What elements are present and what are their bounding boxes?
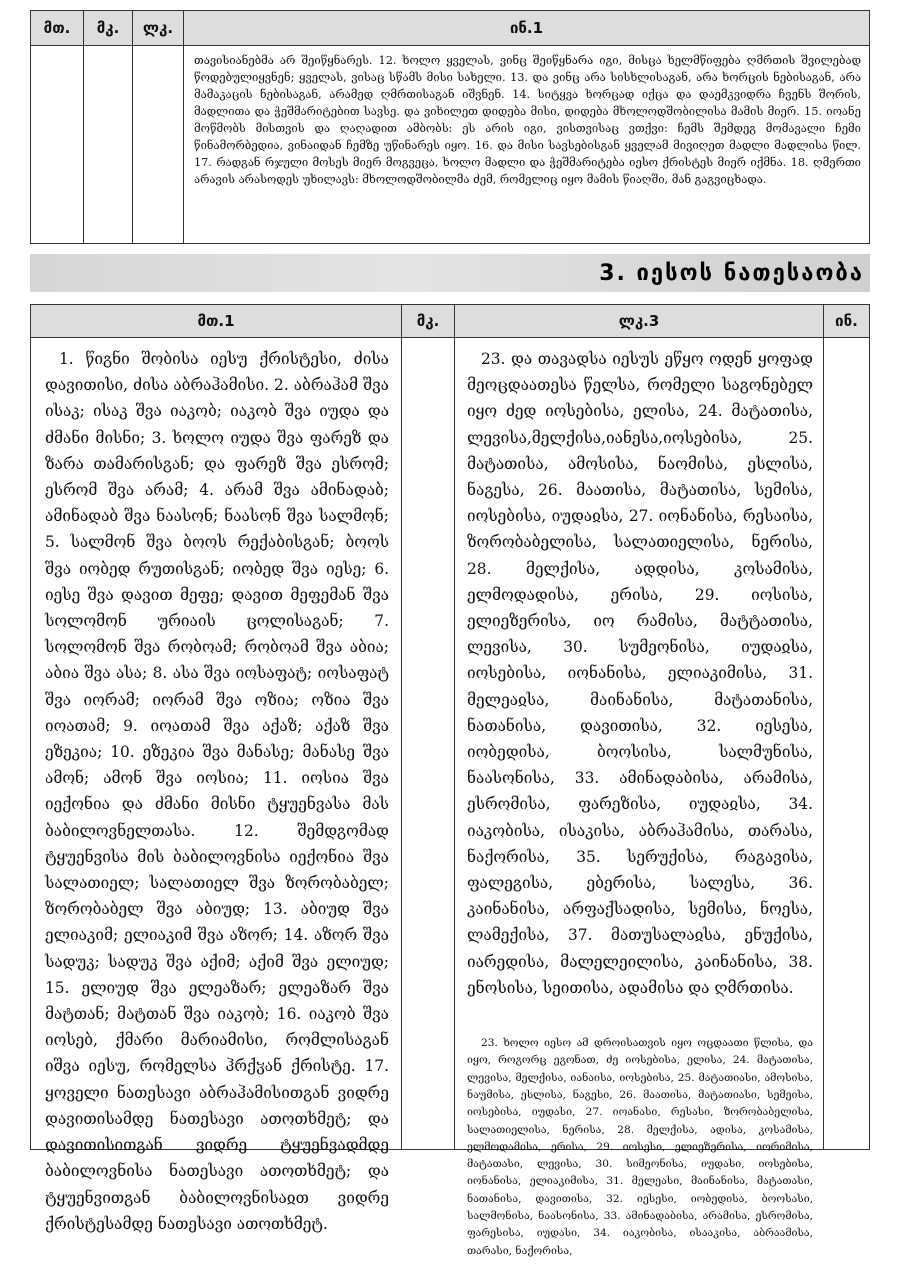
mark-cell-empty [84, 46, 133, 244]
luke-cell-empty [133, 46, 184, 244]
matthew-cell-empty [31, 46, 84, 244]
header-luke-3: ლკ.3 [455, 305, 824, 337]
header-matthew-1: მთ.1 [31, 305, 402, 337]
luke-3-modern-text: 23. ხოლო იესო ამ დროისათვის იყო ოცდაათი წლისა, და იყო, როგორც ეგონათ, ძე იოსებისა, ელისა, 24. მატათისა, ლევისა, მელქისა, იანაისა, იოსებისა, 25. მატათიასი, ამოსისა, ნაუმისა, ესლისა, ნაგესი, 26. მაათისა, მატათიასი, სემეისა, იოსებისა, იუდასი, 27. იოანასი, რესასი, ზორობაბელისა, სალათიელისა, ნერისა, 28. მელქისა, ადისა, კოსამისა, ელმოდამისა, ერისა, 29. იოსესი, ელიეზერისა, იორიმისა, მატათასი, ლევისა, 30. სიმეონისა, იუდასი, იოსებისა, იონანისა, ელიაკიმისა, 31. მელეასი, მაინანისა, მატათასი, ნათანისა, დავითისა, 32. იესესი, იობედისა, ბოოსასი, სალმონისა, ნაასონისა, 33. ამინადაბისა, არამისა, ესრომისა, ფარესისა, იუდასი, 34. იაკობისა, ისააკისა, აბრაამისა, თარასი, ნაქორისა, [467, 1037, 813, 1257]
header-luke: ლკ. [133, 11, 184, 45]
john-cell [184, 46, 869, 244]
genealogy-table [30, 304, 870, 1257]
john-1-text: თავისიანებმა არ შეიწყნარეს. 12. ხოლო ყველას, ვინც შეიწყნარა იგი, მისცა ხელმწიფება ღმრთის შვილებად წოდებულიყვნენ; ყველას, ვისაც სწამს მისი სახელი. 13. და ვინც არა სისხლისაგან, არა ხორცის ნებისაგან, არა მამაკაცის ნებისაგან, არამედ ღმრთისაგან იშვნენ. 14. სიტყვა ხორცად იქცა და დაემკვიდრა ჩვენს შორის, მადლითა და ჭეშმარიტებით სავსე. და ვიხილეთ დიდება მისი, დიდება მხოლოდშობილისა მამის მიერ. 15. იოანე მოწმობს მისთვის და ღაღადით ამბობს: ეს არის იგი, ვისთვისაც ვთქვი: ჩემს შემდეგ მომავალი ჩემი წინამორბედია, ვინაიდან ჩემზე უწინარეს იყო. 16. და მისი სავსებისგან ყველამ მივიღეთ მადლი მადლისა წილ. 17. რადგან რჯული მოსეს მიერ მოგვეცა, ხოლო მადლი და ჭეშმარიტება იესო ქრისტეს მიერ იქმნა. 18. ღმერთი არავის არასოდეს უხილავს: მხოლოდშობილმა ძემ, რომელიც იყო მამის წიაღში, მან გაგვიცხადა. [194, 54, 861, 186]
top-table-body [31, 46, 869, 244]
luke-3-old-text: 23. და თავადსა იესუს ეწყო ოდენ ყოფად მეოცდაათესა წელსა, რომელი საგონებელ იყო ძედ იოსებისა, ელისა, 24. მატათისა, ლევისა,მელქისა,იანესა,იოსებისა, 25. მატათისა, ამოსისა, ნაომისა, ესლისა, ნაგესა, 26. მაათისა, მატათისა, სემისა, იოსებისა, იუდაჲსა, 27. იონანისა, რესაისა, ზორობაბელისა, სალათიელისა, ნერისა, 28. მელქისა, ადდისა, კოსამისა, ელმოდადისა, ერისა, 29. იოსისა, ელიეზერისა, იო რამისა, მატტათისა, ლევისა, 30. სუმეონისა, იუდაჲსა, იოსებისა, იონანისა, ელიაკიმისა, 31. მელეაჲსა, მაინანისა, მატათანისა, ნათანისა, დავითისა, 32. იესესა, იობედისა, ბოოსისა, სალმუნისა, ნაასონისა, 33. ამინადაბისა, არამისა, ესრომისა, ფარეზისა, იუდაჲსა, 34. იაკობისა, ისაკისა, აბრაჰამისა, თარასა, ნაქორისა, 35. სერუქისა, რაგავისა, ფალეგისა, ებერისა, სალესა, 36. კაინანისა, არფაქსადისა, სემისა, ნოესა, ლამექისა, 37. მათუსალაჲსა, ენუქისა, იარედისა, მალელეილისა, კაინანისა, 38. ენოსისა, სეითისა, ადამისა და ღმრთისა. [467, 350, 813, 997]
mark-cell-empty [402, 338, 455, 1150]
header-mark: მკ. [84, 11, 133, 45]
john-cell-empty [824, 338, 869, 1150]
header-mark: მკ. [402, 305, 455, 337]
matthew-1-text: 1. წიგნი შობისა იესუ ქრისტესი, ძისა დავითისი, ძისა აბრაჰამისი. 2. აბრაჰამ შვა ისაკ; ისაკ შვა იაკობ; იაკობ შვა იუდა და ძმანი მისნი; 3. ხოლო იუდა შვა ფარეზ და ზარა თამარისგან; და ფარეზ შვა ესრომ; ესრომ შვა არამ; 4. არამ შვა ამინადაბ; ამინადაბ შვა ნაასონ; ნაასონ შვა სალმონ; 5. სალმონ შვა ბოოს რექაბისგან; ბოოს შვა იობედ რუთისგან; იობედ შვა იესე; 6. იესე შვა დავით მეფე; დავით მეფემან შვა სოლომონ ურიაის ცოლისაგან; 7. სოლომონ შვა რობოამ; რობოამ შვა აბია; აბია შვა ასა; 8. ასა შვა იოსაფატ; იოსაფატ შვა იორამ; იორამ შვა ოზია; ოზია შვა იოათამ; 9. იოათამ შვა აქაზ; აქაზ შვა ეზეკია; 10. ეზეკია შვა მანასე; მანასე შვა ამონ; ამონ შვა იოსია; 11. იოსია შვა იექონია და ძმანი მისნი ტყუენვასა მას ბაბილოვნელთასა. 12. შემდგომად ტყუენვისა მის ბაბილოვნისა იექონია შვა სალათიელ; სალათიელ შვა ზორობაბელ; ზორობაბელ შვა აბიუდ; 13. აბიუდ შვა ელიაკიმ; ელიაკიმ შვა აზორ; 14. აზორ შვა სადუკ; სადუკ შვა აქიმ; აქიმ შვა ელიუდ; 15. ელიუდ შვა ელეაზარ; ელეაზარ შვა მატთან; მატთან შვა იაკობ; 16. იაკობ შვა იოსებ, ქმარი მარიამისი, რომლისაგან იშვა იესუ, რომელსა ჰრქჳან ქრისტე. 17. ყოველი ნათესავი აბრაჰამისითგან ვიდრე დავითისამდე ნათესავი ათოთხმეტ; და დავითისითგან ვიდრე ტყუენვადმდე ბაბილოვნისა ნათესავი ათოთხმეტ; და ტყუენვითგან ბაბილოვნისაჲთ ვიდრე ქრისტესამდე ნათესავი ათოთხმეტ. [45, 350, 389, 1233]
section-heading-bar [30, 254, 870, 292]
main-table-body [31, 338, 869, 1257]
header-john: ინ.1 [509, 19, 544, 37]
main-table-header [31, 305, 869, 338]
header-matthew: მთ. [31, 11, 84, 45]
matthew-cell [31, 338, 402, 1233]
top-table-header [31, 11, 869, 46]
section-title: 3. იესოს ნათესაობა [599, 260, 864, 286]
john-1-table [30, 10, 870, 244]
luke-cell [455, 338, 824, 1257]
header-john: ინ. [835, 312, 858, 330]
